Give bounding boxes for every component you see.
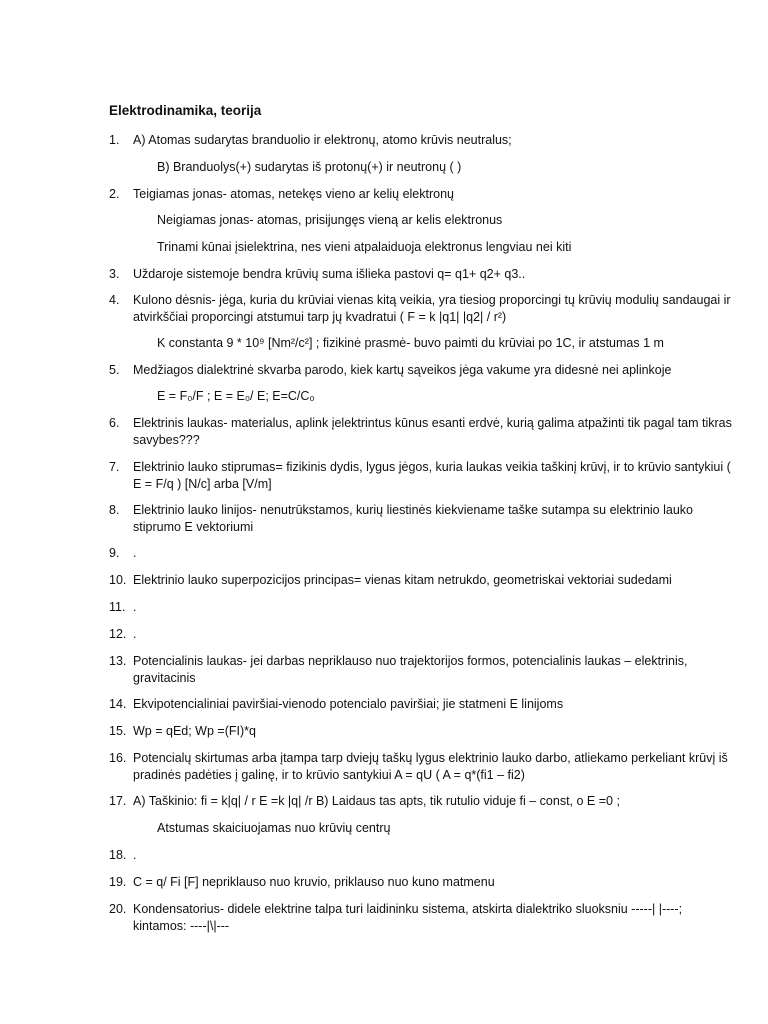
item-text: K constanta 9 * 10⁹ [Nm²/c²] ; fizikinė prasmė- buvo paimti du krūviai po 1C, ir atstumas 1 m bbox=[157, 336, 664, 350]
item-text: Kulono dėsnis- jėga, kuria du krūviai vienas kitą veikia, yra tiesiog proporcingi tų krūvių modulių sandaugai ir atvirkščiai proporcingi atstumui tarp jų kvadratui ( F = k |q1| |q2| / r²) bbox=[133, 293, 731, 324]
item-text: Trinami kūnai įsielektrina, nes vieni atpalaiduoja elektronus lengviau nei kiti bbox=[157, 240, 572, 254]
item-text: Ekvipotencialiniai paviršiai-vienodo potencialo paviršiai; jie statmeni E linijoms bbox=[133, 697, 564, 711]
item-text: Elektrinio lauko superpozicijos principas= vienas kitam netrukdo, geometriskai vektoriai sudedami bbox=[133, 573, 672, 587]
item-text: Uždaroje sistemoje bendra krūvių suma išlieka pastovi q= q1+ q2+ q3.. bbox=[133, 267, 526, 281]
item-number: 15. bbox=[109, 724, 127, 738]
item-text: Elektrinis laukas- materialus, aplink įelektrintus kūnus esanti erdvė, kurią galima atpažinti tik pagal tam tikras savybes??? bbox=[133, 416, 732, 447]
item-number: 10. bbox=[109, 573, 127, 587]
item-text: . bbox=[133, 546, 137, 560]
item-text: . bbox=[133, 848, 137, 862]
item-text: Neigiamas jonas- atomas, prisijungęs vieną ar kelis elektronus bbox=[157, 213, 503, 227]
item-text: Wp = qEd; Wp =(FI)*q bbox=[133, 724, 256, 738]
item-text: Potencialinis laukas- jei darbas nepriklauso nuo trajektorijos formos, potencialinis laukas – elektrinis, gravitacinis bbox=[133, 654, 688, 685]
item-number: 11. bbox=[109, 600, 126, 614]
item-text: Potencialų skirtumas arba įtampa tarp dviejų taškų lygus elektrinio lauko darbo, atliekamo perkeliant krūvį iš pradinės padėties į galinę, ir to krūvio santykiui A = qU ( A = q*(fi1 – fi2) bbox=[133, 751, 728, 782]
document-title: Elektrodinamika, teorija bbox=[109, 103, 262, 118]
item-number: 17. bbox=[109, 794, 127, 808]
item-text: E = F₀/F ; E = E₀/ E; E=C/C₀ bbox=[157, 389, 315, 403]
item-text: C = q/ Fi [F] nepriklauso nuo kruvio, priklauso nuo kuno matmenu bbox=[133, 875, 495, 889]
item-number: 5. bbox=[109, 363, 120, 377]
item-number: 18. bbox=[109, 848, 127, 862]
item-number: 4. bbox=[109, 293, 120, 307]
item-text: A) Taškinio: fi = k|q| / r E =k |q| /r B) Laidaus tas apts, tik rutulio viduje fi – const, o E =0 ; bbox=[133, 794, 620, 808]
item-text: . bbox=[133, 627, 137, 641]
item-text: Elektrinio lauko stiprumas= fizikinis dydis, lygus jėgos, kuria laukas veikia taškinį krūvį, ir to krūvio santykiui ( E = F/q ) [N/c] arba [V/m] bbox=[133, 460, 731, 491]
item-number: 16. bbox=[109, 751, 127, 765]
item-number: 9. bbox=[109, 546, 120, 560]
item-number: 19. bbox=[109, 875, 127, 889]
item-text: Medžiagos dialektrinė skvarba parodo, kiek kartų sąveikos jėga vakume yra didesnė nei aplinkoje bbox=[133, 363, 672, 377]
item-text: . bbox=[133, 600, 137, 614]
item-number: 20. bbox=[109, 902, 127, 916]
item-text: Elektrinio lauko linijos- nenutrūkstamos, kurių liestinės kiekviename taške sutampa su elektrinio lauko stiprumo E vektoriumi bbox=[133, 503, 693, 534]
item-number: 12. bbox=[109, 627, 127, 641]
item-number: 8. bbox=[109, 503, 120, 517]
item-number: 7. bbox=[109, 460, 120, 474]
item-number: 14. bbox=[109, 697, 127, 711]
item-number: 6. bbox=[109, 416, 120, 430]
item-number: 2. bbox=[109, 187, 120, 201]
item-text: B) Branduolys(+) sudarytas iš protonų(+) ir neutronų ( ) bbox=[157, 160, 462, 174]
item-number: 3. bbox=[109, 267, 120, 281]
item-text: Teigiamas jonas- atomas, netekęs vieno ar kelių elektronų bbox=[133, 187, 455, 201]
item-text: A) Atomas sudarytas branduolio ir elektronų, atomo krūvis neutralus; bbox=[133, 133, 512, 147]
item-number: 1. bbox=[109, 133, 120, 147]
item-text: Atstumas skaiciuojamas nuo krūvių centrų bbox=[157, 821, 391, 835]
item-text: Kondensatorius- didele elektrine talpa turi laidininku sistema, atskirta dialektriko sluoksniu -----| |----; kintamos: ----|\|--- bbox=[133, 902, 683, 933]
item-number: 13. bbox=[109, 654, 127, 668]
